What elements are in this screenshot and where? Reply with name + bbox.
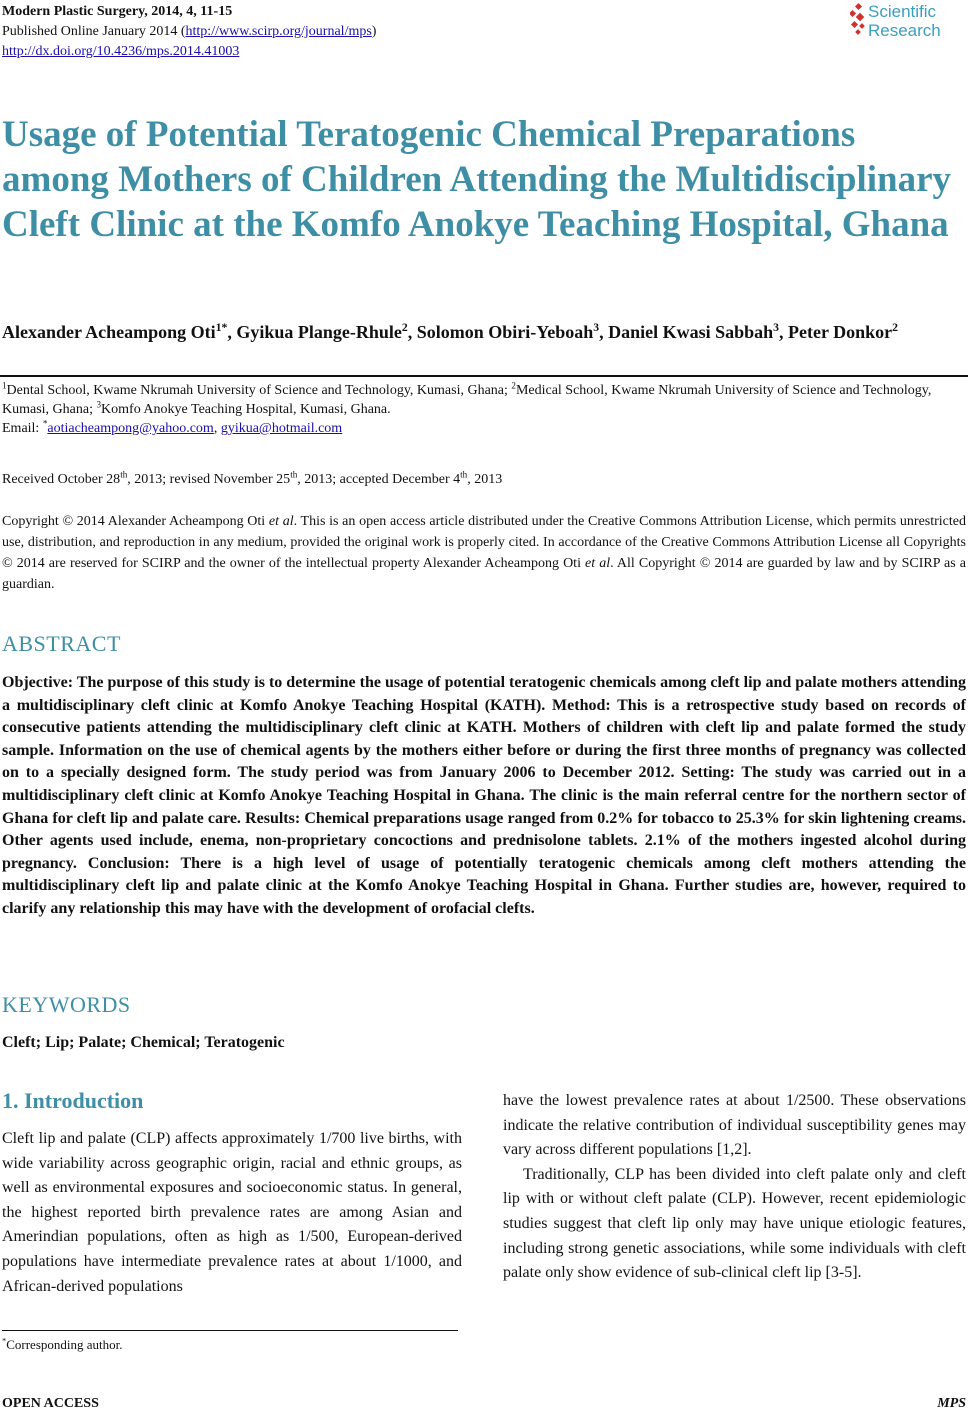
affiliations: $^1$Dental School, Kwame Nkrumah University of Science and Technology, Kumasi, Ghana; $^2$Medical School, Kwame Nkrumah University of Science and Technology, Kumasi, Ghana; $^3$Komfo Anokye Teaching Hospital, Kumasi, Ghana. Email: *aotiacheampong@yahoo.com, gyikua@hotmail.com [2,380,932,436]
author-divider [0,375,968,377]
footnote-divider [2,1330,458,1331]
footer-journal-abbrev: MPS [937,1396,966,1411]
intro-paragraph-2: Traditionally, CLP has been divided into cleft palate only and cleft lip with or without cleft palate (CLP). However, recent epidemiologic studies suggest that cleft lip only may have unique etiologic features, including strong genetic associations, while some individuals with cleft palate only show evidence of sub-clinical cleft lip [3-5]. [503,1165,966,1282]
received-dates: Received October 28th, 2013; revised November 25th, 2013; accepted December 4th, 2013 [2,469,503,487]
logo-wordmark: Scientific Research [868,2,941,40]
intro-paragraph-1: Cleft lip and palate (CLP) affects approximately 1/700 live births, with wide variability across geographic origin, racial and ethnic groups, as well as environmental exposures and socioeconomic status. In general, the highest reported birth prevalence rates are among Asian and Amerindian populations, often as high as 1/500, European-derived populations have intermediate prevalence rates at about 1/1000, and African-derived populations [2,1130,462,1295]
abstract-heading: ABSTRACT [2,631,121,656]
article-title: Usage of Potential Teratogenic Chemical Preparations among Mothers of Children Attending the Multidisciplinary Cleft Clinic at the Komfo Anokye Teaching Hospital, Ghana [2,114,952,245]
doi-link[interactable]: http://dx.doi.org/10.4236/mps.2014.41003 [2,44,240,59]
email-link-2[interactable]: gyikua@hotmail.com [220,421,343,436]
abstract-body: Objective: The purpose of this study is to determine the usage of potential teratogenic chemicals among cleft lip and palate mothers attending a multidisciplinary cleft clinic at Komfo Anokye Teaching Hospital (KATH). Method: This is a retrospective study based on records of consecutive patients attending the multidisciplinary cleft clinic at KATH. Mothers of children with cleft lip and palate formed the study sample. Information on the use of chemical agents by the mothers either before or during the first three months of pregnancy was collected on to a specially designed form. The study period was from January 2006 to December 2012. Setting: The study was carried out in a multidisciplinary cleft clinic at Komfo Anokye Teaching Hospital in Ghana. The clinic is the main referral centre for the northern sector of Ghana for cleft lip and palate care. Results: Chemical preparations usage ranged from 0.2% for tobacco to 25.3% for skin lightening creams. Other agents used include, enema, non-proprietary concoctions and prednisolone tablets. 2.1% of the mothers ingested alcohol during pregnancy. Conclusion: There is a high level of usage of potentially teratogenic chemicals among cleft mothers attending the multidisciplinary cleft lip and palate clinic at the Komfo Anokye Teaching Hospital in Ghana. Further studies are, however, required to clarify any relationship this may have with the development of orofacial clefts. [2,674,966,917]
intro-column-left [2,1127,462,1299]
intro-heading: 1. Introduction [2,1088,144,1113]
footnote: *Corresponding author. [2,1335,123,1352]
email-link-1[interactable]: aotiacheampong@yahoo.com [47,421,214,436]
copyright-notice: Copyright © 2014 Alexander Acheampong Oti et al. This is an open access article distributed under the Creative Commons Attribution License, which permits unrestricted use, distribution, and reproduction in any medium, provided the original work is properly cited. In accordance of the Creative Commons Attribution License all Copyrights © 2014 are reserved for SCIRP and the owner of the intellectual property Alexander Acheampong Oti et al. All Copyright © 2014 are guarded by law and by SCIRP as a guardian. [2,514,966,592]
intro-paragraph-1-cont: have the lowest prevalence rates at about 1/2500. These observations indicate the relative contribution of individual susceptibility genes may vary across different populations [1,2]. [503,1092,966,1159]
journal-citation: Modern Plastic Surgery, 2014, 4, 11-15 [2,4,233,19]
keywords-heading: KEYWORDS [2,992,131,1017]
publication-line: Published Online January 2014 (http://www.scirp.org/journal/mps) [2,24,377,39]
footer-open-access: OPEN ACCESS [2,1396,99,1411]
intro-column-right [503,1089,966,1286]
journal-header [2,2,376,62]
author-list: Alexander Acheampong Oti$^{1*}$, Gyikua Plange-Rhule$^2$, Solomon Obiri-Yeboah$^3$, Daniel Kwasi Sabbah$^3$, Peter Donkor$^2$ [2,321,899,342]
journal-link[interactable]: http://www.scirp.org/journal/mps [185,24,372,39]
keywords-list: Cleft; Lip; Palate; Chemical; Teratogenic [2,1034,285,1051]
